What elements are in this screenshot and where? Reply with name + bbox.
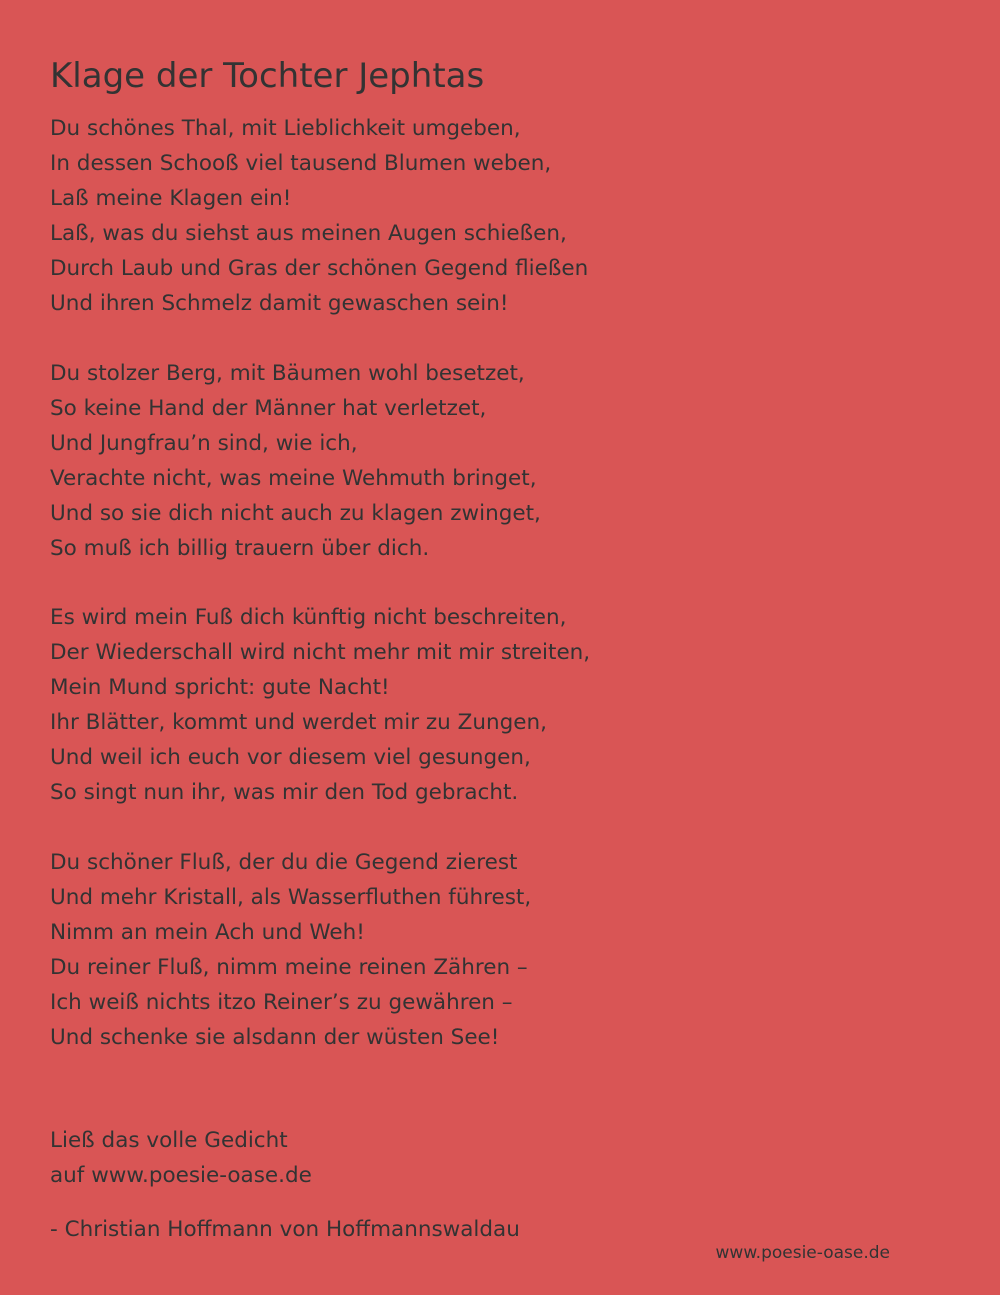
stanza-2-line-3: Und Jungfrau’n sind, wie ich,: [50, 431, 358, 456]
stanza-3-line-2: Der Wiederschall wird nicht mehr mit mir streiten,: [50, 640, 591, 665]
stanza-2-line-6: So muß ich billig trauern über dich.: [50, 536, 430, 561]
stanza-2-line-4: Verachte nicht, was meine Wehmuth bringet,: [50, 466, 537, 491]
stanza-1-line-6: Und ihren Schmelz damit gewaschen sein!: [50, 291, 509, 316]
stanza-1: [50, 111, 588, 321]
stanza-3-line-4: Ihr Blätter, kommt und werdet mir zu Zungen,: [50, 710, 547, 735]
stanza-4: [50, 845, 531, 1055]
stanza-2: [50, 356, 541, 566]
stanza-4-line-2: Und mehr Kristall, als Wasserfluthen führest,: [50, 885, 532, 910]
stanza-1-line-5: Durch Laub und Gras der schönen Gegend fließen: [50, 256, 589, 281]
stanza-4-line-1: Du schöner Fluß, der du die Gegend zierest: [50, 850, 518, 875]
stanza-4-line-4: Du reiner Fluß, nimm meine reinen Zähren –: [50, 955, 528, 980]
stanza-2-line-2: So keine Hand der Männer hat verletzet,: [50, 396, 487, 421]
stanza-2-line-5: Und so sie dich nicht auch zu klagen zwinget,: [50, 501, 541, 526]
full-poem-note-line-2: auf www.poesie-oase.de: [50, 1163, 312, 1188]
stanza-1-line-4: Laß, was du siehst aus meinen Augen schießen,: [50, 221, 567, 246]
stanza-3-line-3: Mein Mund spricht: gute Nacht!: [50, 675, 390, 700]
full-poem-note-line-1: Ließ das volle Gedicht: [50, 1128, 288, 1153]
poem-title: Klage der Tochter Jephtas: [50, 56, 485, 96]
stanza-1-line-1: Du schönes Thal, mit Lieblichkeit umgeben,: [50, 116, 521, 141]
site-watermark: www.poesie-oase.de: [715, 1243, 890, 1263]
stanza-1-line-2: In dessen Schooß viel tausend Blumen weben,: [50, 151, 552, 176]
poem-author: - Christian Hoffmann von Hoffmannswaldau: [50, 1217, 520, 1242]
stanza-4-line-6: Und schenke sie alsdann der wüsten See!: [50, 1025, 500, 1050]
stanza-4-line-3: Nimm an mein Ach und Weh!: [50, 920, 365, 945]
stanza-3-line-1: Es wird mein Fuß dich künftig nicht beschreiten,: [50, 605, 567, 630]
stanza-1-line-3: Laß meine Klagen ein!: [50, 186, 292, 211]
stanza-4-line-5: Ich weiß nichts itzo Reiner’s zu gewähren –: [50, 990, 513, 1015]
stanza-3-line-6: So singt nun ihr, was mir den Tod gebracht.: [50, 780, 519, 805]
stanza-2-line-1: Du stolzer Berg, mit Bäumen wohl besetzet,: [50, 361, 525, 386]
stanza-3-line-5: Und weil ich euch vor diesem viel gesungen,: [50, 745, 531, 770]
full-poem-note: [50, 1123, 312, 1193]
stanza-3: [50, 600, 590, 810]
